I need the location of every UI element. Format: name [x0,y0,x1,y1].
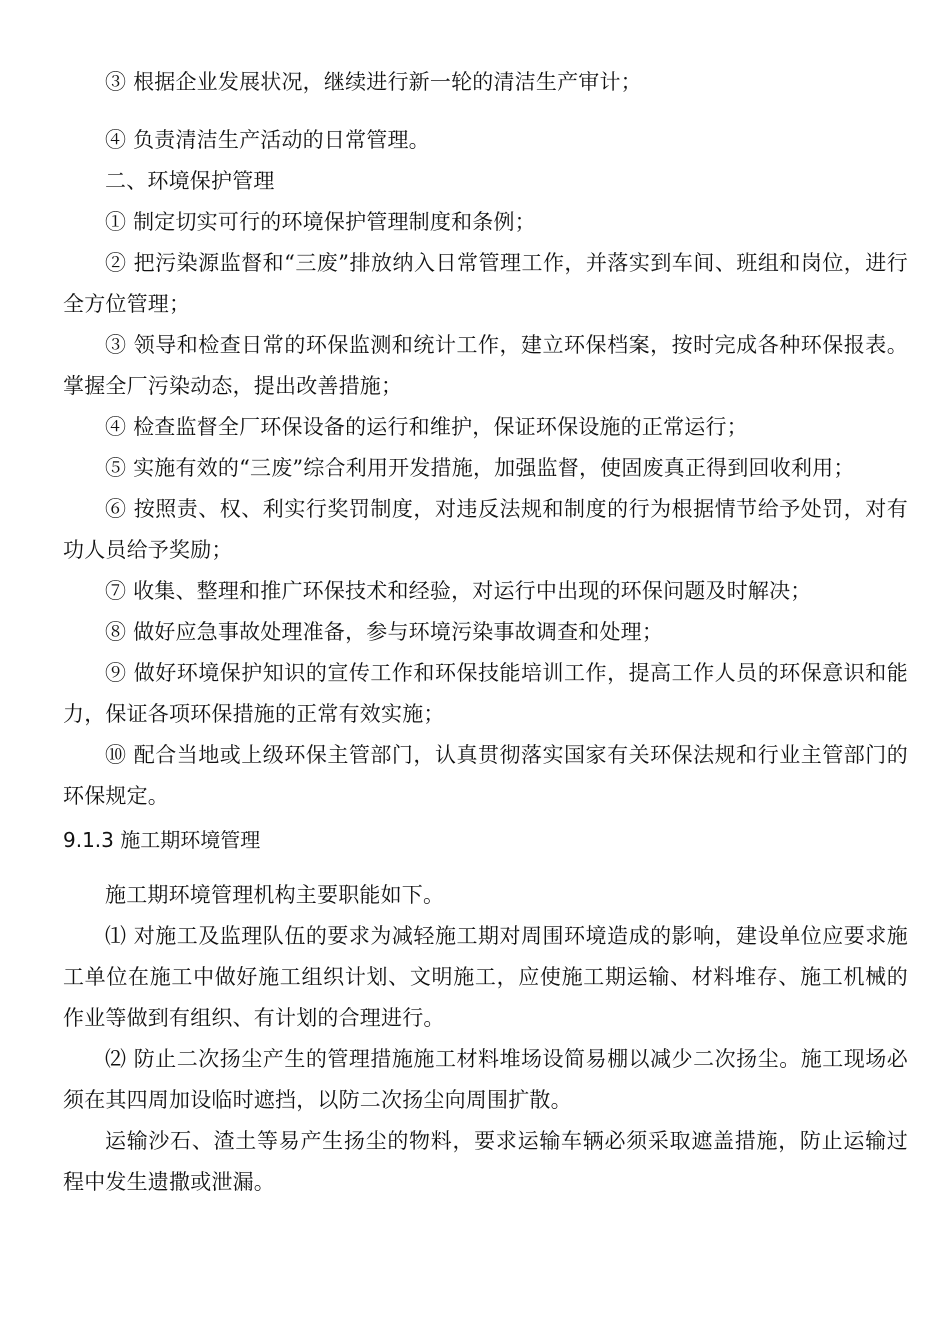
section-transport-paragraph: 运输沙石、渣土等易产生扬尘的物料，要求运输车辆必须采取遮盖措施，防止运输过程中发生遗撒或泄漏。 [63,1129,908,1194]
section-intro: 施工期环境管理机构主要职能如下。 [105,883,445,907]
paragraph-cleaner-production-management: ④ 负责清洁生产活动的日常管理。 [105,128,430,152]
subheading-environmental-protection: 二、环境保护管理 [105,169,275,193]
paragraph-cleaner-production-audit: ③ 根据企业发展状况，继续进行新一轮的清洁生产审计； [105,70,642,94]
paragraph-item-9: ⑨ 做好环境保护知识的宣传工作和环保技能培训工作，提高工作人员的环保意识和能力，保证各项环保措施的正常有效实施； [63,661,908,726]
paragraph-item-10: ⑩ 配合当地或上级环保主管部门，认真贯彻落实国家有关环保法规和行业主管部门的环保规定。 [63,743,908,808]
section-item-2: ⑵ 防止二次扬尘产生的管理措施施工材料堆场设简易棚以减少二次扬尘。施工现场必须在其四周加设临时遮挡，以防二次扬尘向周围扩散。 [63,1047,908,1112]
section-heading: 9.1.3 施工期环境管理 [63,828,261,852]
paragraph-item-1: ① 制定切实可行的环境保护管理制度和条例； [105,210,536,234]
paragraph-item-3: ③ 领导和检查日常的环保监测和统计工作，建立环保档案，按时完成各种环保报表。掌握全厂污染动态，提出改善措施； [63,333,908,398]
paragraph-item-6: ⑥ 按照责、权、利实行奖罚制度，对违反法规和制度的行为根据情节给予处罚，对有功人员给予奖励； [63,497,908,562]
paragraph-item-8: ⑧ 做好应急事故处理准备，参与环境污染事故调查和处理； [105,620,664,644]
section-item-1: ⑴ 对施工及监理队伍的要求为减轻施工期对周围环境造成的影响，建设单位应要求施工单位在施工中做好施工组织计划、文明施工，应使施工期运输、材料堆存、施工机械的作业等做到有组织、有计划的合理进行。 [63,924,908,1030]
paragraph-item-7: ⑦ 收集、整理和推广环保技术和经验，对运行中出现的环保问题及时解决； [105,579,812,603]
paragraph-item-2: ② 把污染源监督和“三废”排放纳入日常管理工作，并落实到车间、班组和岗位，进行全方位管理； [63,251,908,316]
paragraph-item-5: ⑤ 实施有效的“三废”综合利用开发措施，加强监督，使固废真正得到回收利用； [105,456,855,480]
document-page [63,62,908,1203]
paragraph-item-4: ④ 检查监督全厂环保设备的运行和维护，保证环保设施的正常运行； [105,415,748,439]
